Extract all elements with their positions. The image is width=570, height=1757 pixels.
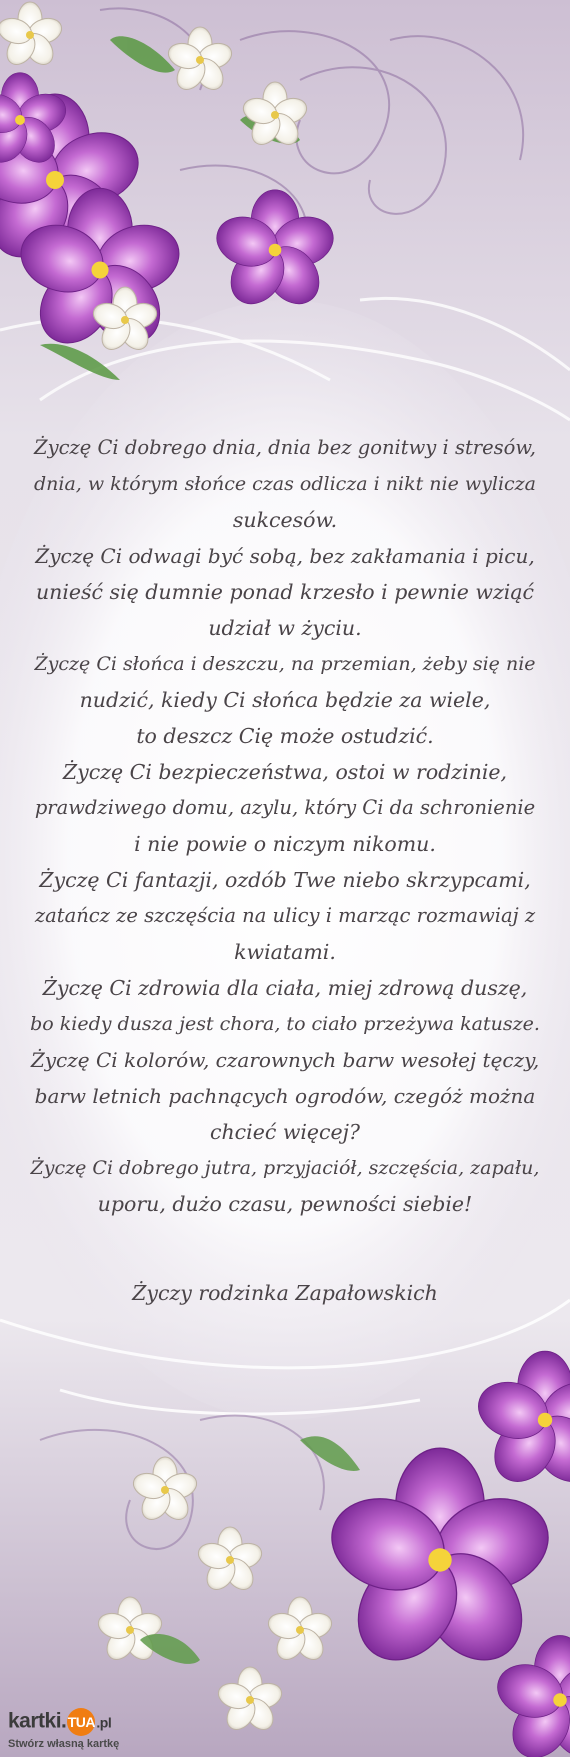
wish-line: Życzę Ci odwagi być sobą, bez zakłamania i picu,: [35, 544, 535, 568]
brand-tagline: Stwórz własną kartkę: [8, 1738, 120, 1750]
wish-line: kwiatami.: [234, 940, 336, 964]
wish-line: Życzę Ci bezpieczeństwa, ostoi w rodzinie,: [62, 760, 508, 784]
wish-line: chcieć więcej?: [209, 1120, 361, 1144]
wish-line: udział w życiu.: [208, 616, 362, 640]
wish-line: uporu, dużo czasu, pewności siebie!: [97, 1192, 473, 1216]
wish-line: to deszcz Cię może ostudzić.: [136, 724, 434, 748]
brand-name-part1: kartki.: [8, 1709, 67, 1733]
brand-name-part2: .pl: [96, 1714, 112, 1731]
wish-line: i nie powie o niczym nikomu.: [134, 832, 436, 856]
wish-line: nudzić, kiedy Ci słońca będzie za wiele,: [79, 688, 491, 712]
wish-line: Życzę Ci dobrego jutra, przyjaciół, szczęścia, zapału,: [30, 1157, 540, 1179]
brand-logo[interactable]: [8, 1708, 148, 1754]
wish-line: Życzę Ci kolorów, czarownych barw wesołej tęczy,: [30, 1048, 540, 1072]
wish-line: prawdziwego domu, azylu, który Ci da schronienie: [34, 796, 536, 819]
wish-line: Życzę Ci fantazji, ozdób Twe niebo skrzypcami,: [39, 868, 531, 892]
tua-badge: TUA: [67, 1708, 95, 1736]
wish-line: sukcesów.: [232, 508, 338, 532]
wish-line: zatańcz ze szczęścia na ulicy i marząc rozmawiaj z: [34, 904, 536, 927]
wish-line: dnia, w którym słońce czas odlicza i nikt nie wylicza: [33, 473, 537, 495]
wish-line: barw letnich pachnących ogrodów, czegóż można: [34, 1084, 536, 1108]
wish-line: Życzę Ci słońca i deszczu, na przemian, żeby się nie: [34, 653, 536, 675]
wish-line: Życzę Ci zdrowia dla ciała, miej zdrową duszę,: [42, 976, 528, 1000]
wish-line: Życzę Ci dobrego dnia, dnia bez gonitwy i stresów,: [34, 436, 536, 459]
signature: Życzy rodzinka Zapałowskich: [132, 1281, 438, 1305]
wish-text: [30, 430, 540, 1222]
brand-name: [8, 1708, 111, 1736]
wish-line: unieść się dumnie ponad krzesło i pewnie wziąć: [35, 580, 535, 604]
wish-line: bo kiedy dusza jest chora, to ciało przeżywa katusze.: [30, 1013, 540, 1035]
